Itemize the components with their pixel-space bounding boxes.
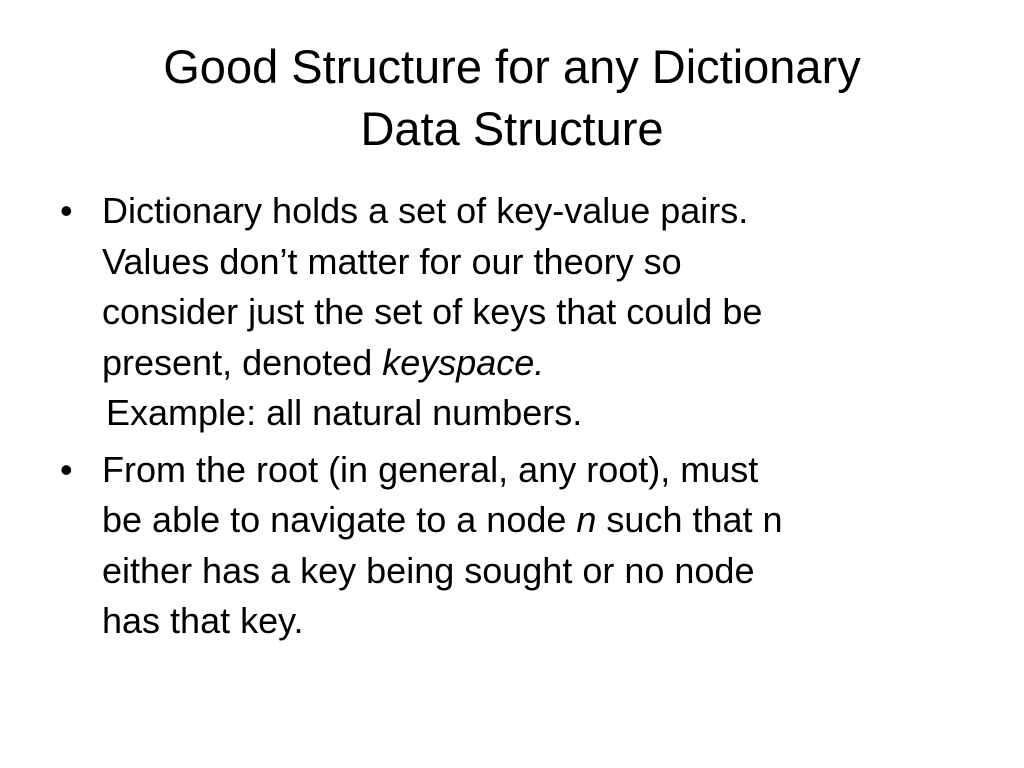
bullet-line: Dictionary holds a set of key-value pairs. xyxy=(102,190,749,231)
bullet-line xyxy=(102,338,980,389)
bullet-line: From the root (in general, any root), must xyxy=(102,448,759,490)
bullet-line: has that key. xyxy=(102,600,304,641)
bullet-line: Values don’t matter for our theory so xyxy=(102,240,682,282)
bullet-marker: • xyxy=(60,448,73,490)
slide-title-line-2: Data Structure xyxy=(360,102,664,155)
node-variable: n xyxy=(576,499,597,540)
bullet-line-text: be able to navigate to a node xyxy=(102,499,577,540)
bullet-item-dictionary xyxy=(60,186,980,439)
bullet-line: consider just the set of keys that could be xyxy=(102,291,763,332)
bullet-line-text: present, denoted xyxy=(102,341,383,383)
bullet-text xyxy=(102,445,980,647)
bullet-marker: • xyxy=(60,190,73,231)
bullet-list xyxy=(60,186,980,653)
slide-title xyxy=(40,36,984,160)
bullet-line xyxy=(102,495,980,546)
keyspace-term: keyspace. xyxy=(382,341,545,383)
example-line: Example: all natural numbers. xyxy=(106,392,583,433)
bullet-text xyxy=(102,186,980,439)
bullet-item-navigation xyxy=(60,445,980,647)
slide-title-line-1: Good Structure for any Dictionary xyxy=(163,40,861,93)
bullet-line: either has a key being sought or no node xyxy=(102,549,755,591)
bullet-line-text: such that n xyxy=(596,499,783,540)
